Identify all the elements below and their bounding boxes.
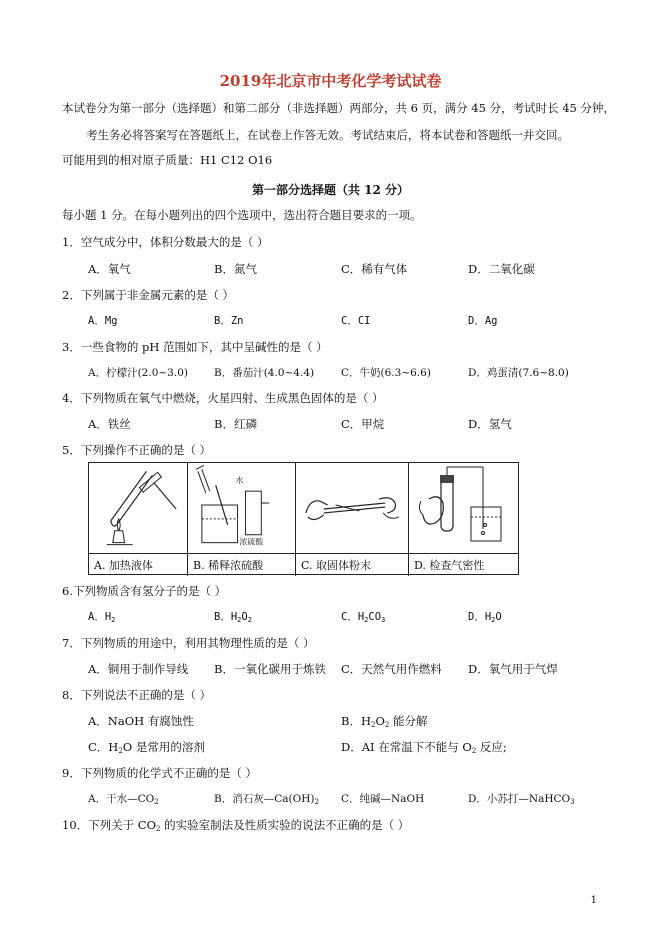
q8-option-c: C．$H_2O$ 是常用的溶剂 — [88, 740, 205, 755]
question-9-stem: 9．下列物质的化学式不正确的是（ ） — [62, 766, 257, 780]
section-title: 第一部分选择题（共 12 分） — [251, 183, 410, 197]
solid-powder-illustration — [296, 463, 408, 552]
q8-option-d: D．AI 在常温下不能与 $O_2$ 反应; — [341, 740, 507, 755]
airtightness-illustration — [409, 463, 518, 552]
question-5-stem: 5．下列操作不正确的是（ ） — [62, 443, 211, 457]
q7-option-b: B．一氧化碳用于炼铁 — [214, 662, 326, 676]
intro-line-1: 本试卷分为第一部分（选择题）和第二部分（非选择题）两部分，共 6 页，满分 45 分，考试时长 45 分钟， — [62, 101, 616, 115]
q4-option-a: A．铁丝 — [88, 417, 131, 431]
q1-option-b: B．氮气 — [214, 262, 257, 276]
heating-liquid-illustration — [89, 463, 187, 552]
question-10-stem: 10．下列关于 $CO_2$ 的实验室制法及性质实验的说法不正确的是（ ） — [62, 818, 410, 833]
q7-option-d: D．氧气用于气焊 — [468, 662, 558, 676]
label-water: 水 — [235, 476, 244, 486]
q3-option-c: C．牛奶(6.3~6.6) — [341, 367, 431, 379]
exam-title: 2019年北京市中考化学考试试卷 — [219, 72, 442, 90]
q7-option-a: A．铜用于制作导线 — [88, 662, 189, 676]
q5-cell-c — [296, 463, 409, 576]
q5-cell-a — [89, 463, 188, 576]
q6-option-c: C．$H_2CO_3$ — [341, 611, 386, 624]
diluting-acid-illustration — [188, 463, 295, 552]
q2-option-c: C．CI — [341, 315, 371, 327]
question-3-stem: 3．一些食物的 pH 范围如下，其中呈碱性的是（ ） — [62, 340, 328, 354]
question-6-stem: 6.下列物质含有氢分子的是（ ） — [62, 584, 227, 598]
q5-caption-c: C. 取固体粉末 — [296, 553, 408, 576]
q2-option-a: A．Mg — [88, 315, 118, 327]
q4-option-c: C．甲烷 — [341, 417, 385, 431]
q3-option-a: A．柠檬汁(2.0~3.0) — [88, 367, 188, 379]
q6-option-d: D．$H_2O$ — [468, 611, 502, 624]
question-7-stem: 7．下列物质的用途中，利用其物理性质的是（ ） — [62, 636, 315, 650]
question-2-stem: 2．下列属于非金属元素的是（ ） — [62, 288, 234, 302]
q9-option-d: D．小苏打—NaHCO$_3$ — [468, 793, 575, 806]
q3-option-d: D．鸡蛋清(7.6~8.0) — [468, 367, 569, 379]
page-number: 1 — [590, 895, 597, 906]
q8-option-b: B．$H_2O_2$ 能分解 — [341, 714, 428, 729]
q8-option-a: A．NaOH 有腐蚀性 — [88, 714, 194, 728]
q4-option-d: D．氢气 — [468, 417, 512, 431]
q1-option-c: C．稀有气体 — [341, 262, 408, 276]
q7-option-c: C．天然气用作燃料 — [341, 662, 442, 676]
q5-caption-b: B. 稀释浓硫酸 — [188, 553, 295, 576]
q5-cell-d — [409, 463, 518, 576]
q5-caption-d: D. 检查气密性 — [409, 553, 518, 576]
q9-option-b: B．消石灰$—Ca(OH)_2$ — [214, 793, 319, 806]
question-4-stem: 4．下列物质在氧气中燃烧，火星四射、生成黑色固体的是（ ） — [62, 391, 384, 405]
q2-option-b: B．Zn — [214, 315, 244, 327]
q5-figure-table — [88, 462, 519, 575]
q4-option-b: B．红磷 — [214, 417, 257, 431]
q9-option-a: A．干水$—CO_2$ — [88, 793, 159, 806]
intro-line-2: 考生务必将答案写在答题纸上，在试卷上作答无效。考试结束后，将本试卷和答题纸一并交回。 — [86, 128, 569, 142]
q9-option-c: C．纯碱—NaOH — [341, 793, 425, 805]
question-1-stem: 1．空气成分中，体积分数最大的是（ ） — [62, 235, 269, 249]
instruction-text: 每小题 1 分。在每小题列出的四个选项中，选出符合题目要求的一项。 — [62, 208, 422, 222]
q6-option-b: B．$H_2O_2$ — [214, 611, 252, 624]
q6-option-a: A．$H_2$ — [88, 611, 116, 624]
q5-cell-b — [188, 463, 296, 576]
q5-caption-a: A. 加热液体 — [89, 553, 187, 576]
q1-option-d: D．二氧化碳 — [468, 262, 535, 276]
question-8-stem: 8．下列说法不正确的是（ ） — [62, 688, 211, 702]
q3-option-b: B．番茄汁(4.0~4.4) — [214, 367, 315, 379]
q1-option-a: A．氧气 — [88, 262, 131, 276]
label-conc-acid: 浓硫酸 — [239, 537, 264, 547]
q2-option-d: D．Ag — [468, 315, 498, 327]
atomic-mass-line: 可能用到的相对原子质量：H1 C12 O16 — [62, 153, 273, 167]
